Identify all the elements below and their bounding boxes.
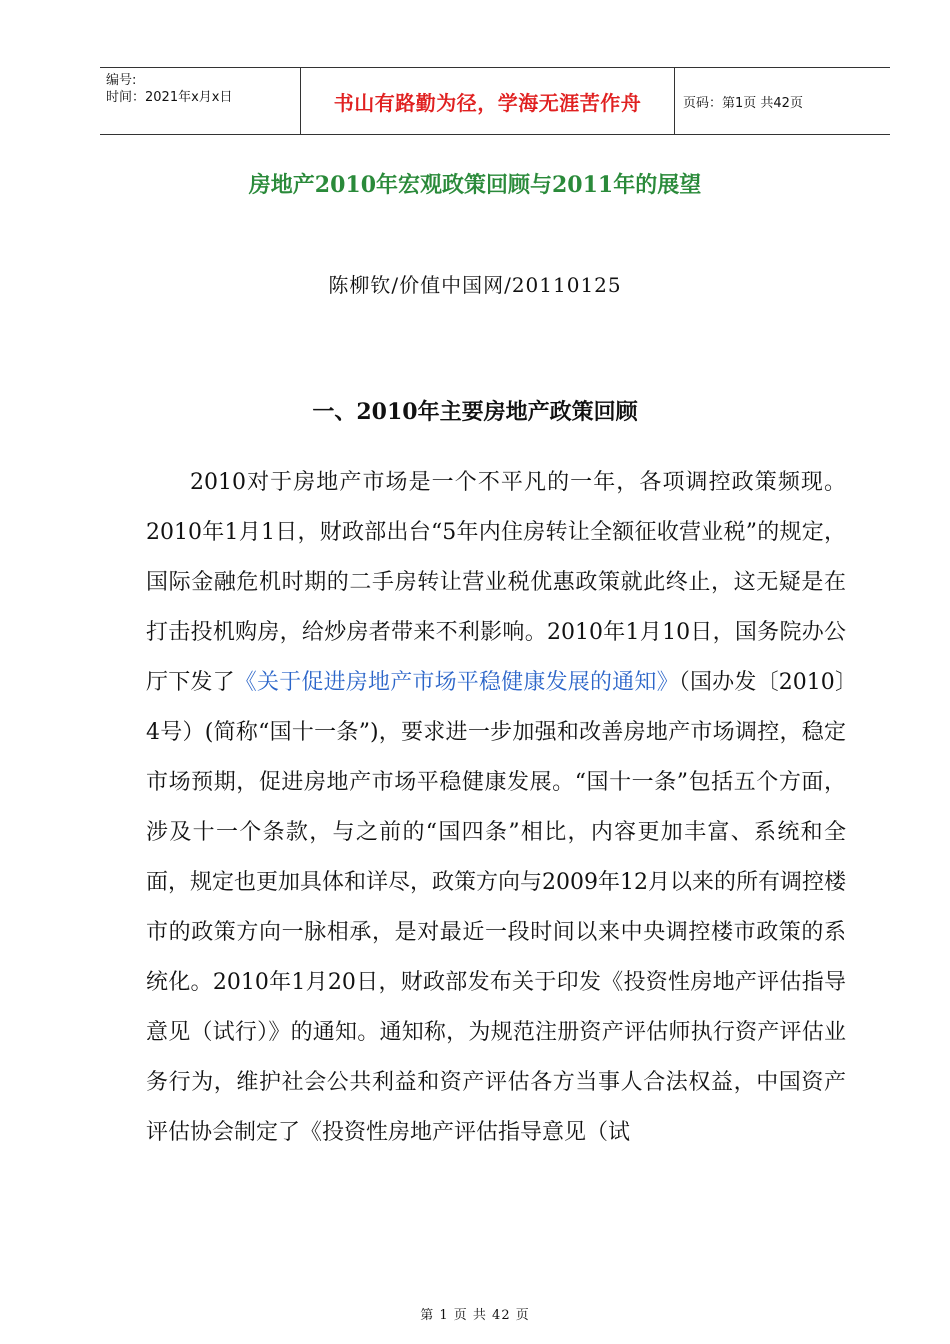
body-paragraph (146, 458, 846, 1158)
author-byline: 陈柳钦/价值中国网/20110125 (328, 273, 622, 297)
paragraph-text-part2: （国办发〔2010〕4号）(简称“国十一条”)，要求进一步加强和改善房地产市场调控，稳定市场预期，促进房地产市场平稳健康发展。“国十一条”包括五个方面，涉及十一个条款，与之前的“国四条”相比，内容更加丰富、系统和全面，规定也更加具体和详尽，政策方向与2009年12月以来的所有调控楼市的政策方向一脉相承，是对最近一段时间以来中央调控楼市政策的系统化。2010年1月20日，财政部发布关于印发《投资性房地产评估指导意见（试行）》的通知。通知称，为规范注册资产评估师执行资产评估业务行为，维护社会公共利益和资产评估各方当事人合法权益，中国资产评估协会制定了《投资性房地产评估指导意见（试 (146, 670, 846, 1145)
header-meta (100, 68, 301, 134)
page-footer: 第 1 页 共 42 页 (420, 1308, 530, 1323)
time-label: 时间：2021年x月x日 (106, 90, 233, 105)
document-header (100, 67, 890, 135)
header-motto: 书山有路勤为径，学海无涯苦作舟 (333, 90, 642, 115)
paragraph-text-part1: 2010对于房地产市场是一个不平凡的一年，各项调控政策频现。2010年1月1日，财政部出台“5年内住房转让全额征收营业税”的规定，国际金融危机时期的二手房转让营业税优惠政策就此终止，这无疑是在打击投机购房，给炒房者带来不利影响。2010年1月10日，国务院办公厅下发了 (146, 470, 846, 695)
policy-notice-link[interactable]: 《关于促进房地产市场平稳健康发展的通知》 (234, 670, 679, 695)
document-title: 房地产2010年宏观政策回顾与2011年的展望 (248, 172, 702, 198)
section-heading: 一、2010年主要房地产政策回顾 (312, 399, 638, 425)
header-page-info: 页码：第1页 共42页 (683, 95, 803, 111)
serial-label: 编号: (106, 73, 137, 88)
header-motto-cell (301, 68, 675, 134)
